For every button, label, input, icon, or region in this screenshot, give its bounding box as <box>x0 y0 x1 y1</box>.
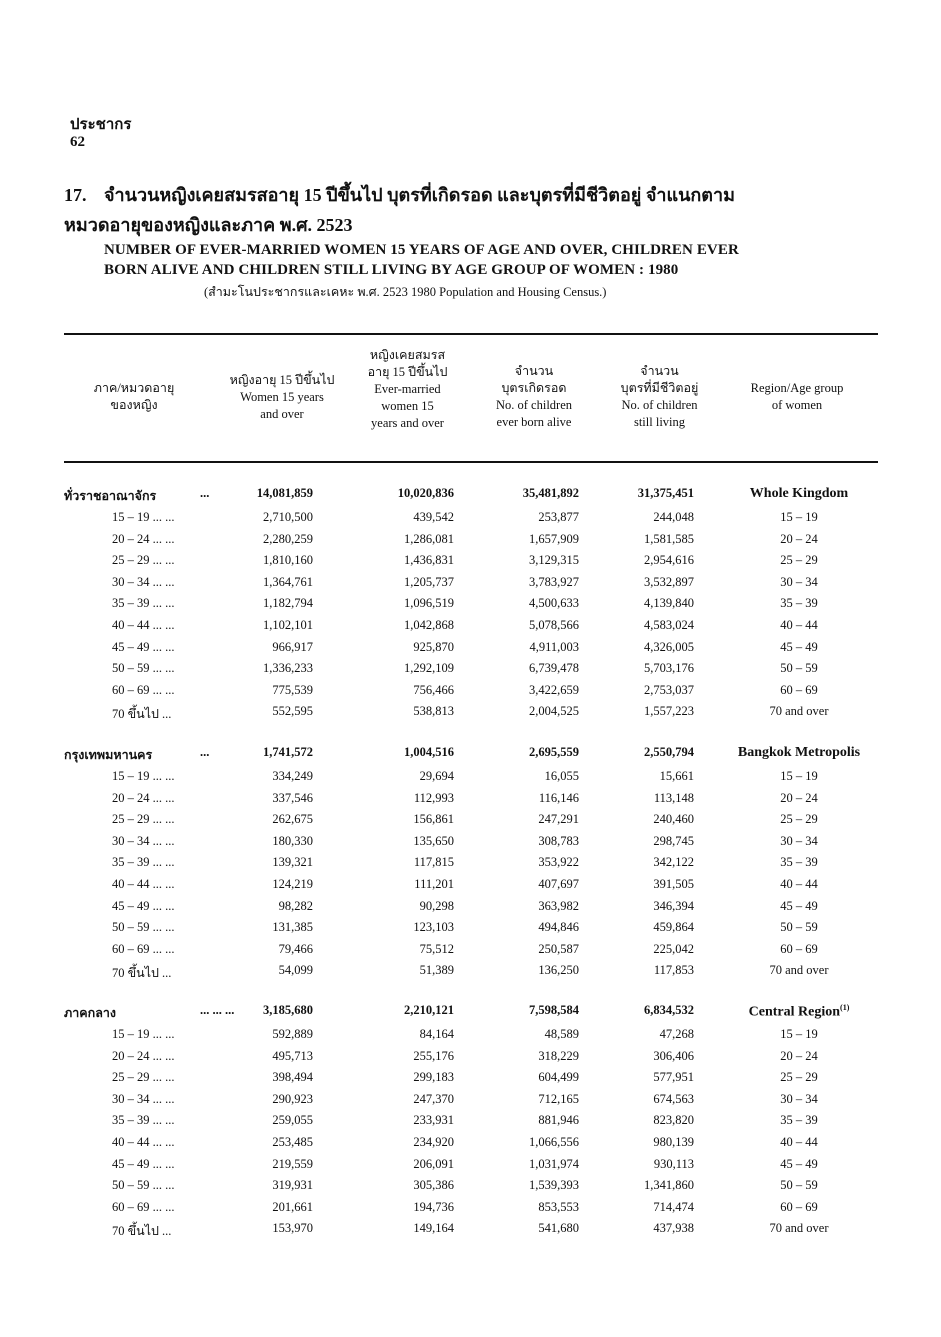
cell-value: 4,139,840 <box>644 596 694 611</box>
cell-value: 1,436,831 <box>404 553 454 568</box>
table-row <box>64 1092 878 1113</box>
cell-value: 244,048 <box>653 510 694 524</box>
age-group-en: 70 and over <box>769 704 829 719</box>
age-group-thai: 45 – 49 ... ... <box>112 898 175 913</box>
age-group-en: 50 – 59 <box>780 920 818 935</box>
cell-value: 15,661 <box>659 769 694 783</box>
cell-value: 592,889 <box>272 1027 313 1041</box>
age-group-en: 25 – 29 <box>780 812 818 827</box>
cell-value: 930,113 <box>653 1156 694 1171</box>
cell-value: 4,911,003 <box>529 639 579 654</box>
cell-value: 180,330 <box>272 833 313 848</box>
region-name-en: Bangkok Metropolis <box>737 745 861 760</box>
cell-value: 353,922 <box>538 855 579 870</box>
cell-value: 1,102,101 <box>263 618 313 632</box>
table-row <box>64 1027 878 1048</box>
age-group-thai: 25 – 29 ... ... <box>112 812 175 827</box>
col-header-ever-married: หญิงเคยสมรส อายุ 15 ปีขึ้นไป Ever-married women 15 years and over <box>367 348 448 430</box>
cell-value: 117,815 <box>413 855 454 870</box>
age-group-en: 45 – 49 <box>780 1156 818 1171</box>
age-group-en: 15 – 19 <box>780 769 818 783</box>
total-value: 1,004,516 <box>404 745 454 759</box>
cell-value: 337,546 <box>272 790 313 805</box>
cell-value: 823,820 <box>653 1113 694 1128</box>
total-value: 3,185,680 <box>263 1003 313 1017</box>
cell-value: 2,753,037 <box>644 682 694 697</box>
table-title <box>64 180 884 302</box>
age-group-thai: 30 – 34 ... ... <box>112 574 175 589</box>
age-group-en: 60 – 69 <box>780 941 818 956</box>
cell-value: 131,385 <box>272 920 313 935</box>
cell-value: 853,553 <box>538 1199 579 1214</box>
table-row <box>64 618 878 639</box>
table-row <box>64 640 878 661</box>
cell-value: 47,268 <box>659 1027 694 1041</box>
table-row <box>64 963 878 984</box>
cell-value: 495,713 <box>272 1048 313 1063</box>
region-name-thai: ทั่วราชอาณาจักร <box>64 489 157 503</box>
age-group-en: 15 – 19 <box>780 1027 818 1041</box>
cell-value: 494,846 <box>538 920 579 935</box>
region-name-en: Central Region$^{(1)}$ <box>748 1003 850 1020</box>
age-group-en: 20 – 24 <box>780 790 818 805</box>
cell-value: 247,370 <box>413 1091 454 1106</box>
age-group-thai: 70 ขึ้นไป ... <box>112 707 172 722</box>
col-header-born-alive: จำนวน บุตรเกิดรอด No. of children ever born alive <box>495 364 573 429</box>
cell-value: 1,341,860 <box>644 1178 694 1193</box>
age-group-en: 40 – 44 <box>780 618 818 632</box>
leader-dots: ... <box>200 745 210 759</box>
cell-value: 577,951 <box>653 1070 694 1085</box>
total-value: 7,598,584 <box>529 1003 579 1017</box>
age-group-en: 70 and over <box>769 963 829 978</box>
table-row <box>64 855 878 876</box>
table-row <box>64 532 878 553</box>
age-group-thai: 50 – 59 ... ... <box>112 661 175 676</box>
cell-value: 318,229 <box>538 1048 579 1063</box>
age-group-thai: 15 – 19 ... ... <box>112 510 175 524</box>
section-total-row <box>64 1003 878 1024</box>
cell-value: 1,557,223 <box>644 704 694 719</box>
cell-value: 156,861 <box>413 812 454 827</box>
age-group-thai: 60 – 69 ... ... <box>112 941 175 956</box>
age-group-thai: 40 – 44 ... ... <box>112 877 175 891</box>
cell-value: 306,406 <box>653 1048 694 1063</box>
cell-value: 259,055 <box>272 1113 313 1128</box>
total-value: 2,550,794 <box>644 745 694 759</box>
age-group-en: 25 – 29 <box>780 1070 818 1085</box>
table-row <box>64 1200 878 1221</box>
age-group-thai: 30 – 34 ... ... <box>112 1091 175 1106</box>
age-group-thai: 40 – 44 ... ... <box>112 1135 175 1149</box>
age-group-en: 45 – 49 <box>780 898 818 913</box>
table-row <box>64 769 878 790</box>
age-group-en: 35 – 39 <box>780 1113 818 1128</box>
cell-value: 123,103 <box>413 920 454 935</box>
table-row <box>64 661 878 682</box>
total-value: 31,375,451 <box>637 486 694 500</box>
table-row <box>64 1157 878 1178</box>
age-group-en: 30 – 34 <box>780 1091 818 1106</box>
cell-value: 194,736 <box>413 1199 454 1214</box>
cell-value: 98,282 <box>278 898 313 913</box>
cell-value: 16,055 <box>544 769 579 783</box>
age-group-thai: 40 – 44 ... ... <box>112 618 175 632</box>
cell-value: 342,122 <box>653 855 694 870</box>
table-row <box>64 1221 878 1242</box>
cell-value: 334,249 <box>272 769 313 783</box>
cell-value: 48,589 <box>544 1027 579 1041</box>
age-group-thai: 35 – 39 ... ... <box>112 1113 175 1128</box>
cell-value: 1,042,868 <box>404 618 454 632</box>
cell-value: 2,280,259 <box>263 531 313 546</box>
total-value: 10,020,836 <box>397 486 454 500</box>
cell-value: 116,146 <box>538 790 579 805</box>
table-row <box>64 834 878 855</box>
cell-value: 1,031,974 <box>529 1156 579 1171</box>
cell-value: 255,176 <box>413 1048 454 1063</box>
cell-value: 135,650 <box>413 833 454 848</box>
col-header-region-thai: ภาค/หมวดอายุ ของหญิง <box>93 381 175 412</box>
cell-value: 117,853 <box>653 963 694 978</box>
age-group-thai: 60 – 69 ... ... <box>112 1199 175 1214</box>
region-name-thai: กรุงเทพมหานคร <box>64 748 153 762</box>
cell-value: 253,877 <box>538 510 579 524</box>
cell-value: 1,066,556 <box>529 1135 579 1149</box>
cell-value: 84,164 <box>419 1027 454 1041</box>
table-row <box>64 1135 878 1156</box>
cell-value: 541,680 <box>538 1221 579 1236</box>
cell-value: 2,710,500 <box>263 510 313 524</box>
region-name-en: Whole Kingdom <box>749 486 849 501</box>
cell-value: 2,954,616 <box>644 553 694 568</box>
cell-value: 1,205,737 <box>404 574 454 589</box>
cell-value: 2,004,525 <box>529 704 579 719</box>
age-group-en: 20 – 24 <box>780 1048 818 1063</box>
title-en-line2: BORN ALIVE AND CHILDREN STILL LIVING BY AGE GROUP OF WOMEN : 1980 <box>104 262 679 278</box>
section-total-row <box>64 745 878 766</box>
cell-value: 674,563 <box>653 1091 694 1106</box>
cell-value: 363,982 <box>538 898 579 913</box>
cell-value: 308,783 <box>538 833 579 848</box>
section-total-row <box>64 486 878 507</box>
age-group-thai: 20 – 24 ... ... <box>112 1048 175 1063</box>
age-group-thai: 70 ขึ้นไป ... <box>112 966 172 981</box>
table-row <box>64 877 878 898</box>
age-group-thai: 20 – 24 ... ... <box>112 531 175 546</box>
cell-value: 201,661 <box>272 1199 313 1214</box>
cell-value: 3,532,897 <box>644 574 694 589</box>
cell-value: 90,298 <box>419 898 454 913</box>
age-group-thai: 45 – 49 ... ... <box>112 1156 175 1171</box>
table-row <box>64 510 878 531</box>
age-group-thai: 25 – 29 ... ... <box>112 553 175 568</box>
cell-value: 1,182,794 <box>263 596 313 611</box>
cell-value: 112,993 <box>413 790 454 805</box>
age-group-en: 45 – 49 <box>780 639 818 654</box>
age-group-en: 20 – 24 <box>780 531 818 546</box>
cell-value: 250,587 <box>538 941 579 956</box>
col-header-women: หญิงอายุ 15 ปีขึ้นไป Women 15 years and over <box>229 373 335 421</box>
table-row <box>64 791 878 812</box>
cell-value: 538,813 <box>413 704 454 719</box>
source-note: (สำมะโนประชากรและเคหะ พ.ศ. 2523 1980 Population and Housing Census.) <box>204 285 607 299</box>
cell-value: 262,675 <box>272 812 313 827</box>
cell-value: 136,250 <box>538 963 579 978</box>
cell-value: 1,581,585 <box>644 531 694 546</box>
cell-value: 54,099 <box>278 963 313 978</box>
cell-value: 1,539,393 <box>529 1178 579 1193</box>
cell-value: 124,219 <box>272 877 313 891</box>
cell-value: 1,810,160 <box>263 553 313 568</box>
table-row <box>64 1178 878 1199</box>
table-number: 17. <box>64 185 87 205</box>
cell-value: 113,148 <box>653 790 694 805</box>
cell-value: 305,386 <box>413 1178 454 1193</box>
leader-dots: ... ... ... <box>200 1003 235 1017</box>
table-row <box>64 1113 878 1134</box>
age-group-en: 70 and over <box>769 1221 829 1236</box>
cell-value: 247,291 <box>538 812 579 827</box>
table-row <box>64 596 878 617</box>
total-value: 6,834,532 <box>644 1003 694 1017</box>
cell-value: 1,657,909 <box>529 531 579 546</box>
cell-value: 1,096,519 <box>404 596 454 611</box>
cell-value: 153,970 <box>272 1221 313 1236</box>
leader-dots: ... <box>200 486 210 500</box>
total-value: 1,741,572 <box>263 745 313 759</box>
age-group-thai: 60 – 69 ... ... <box>112 682 175 697</box>
cell-value: 219,559 <box>272 1156 313 1171</box>
cell-value: 51,389 <box>419 963 454 978</box>
cell-value: 604,499 <box>538 1070 579 1085</box>
footnote-marker: (1) <box>840 1003 850 1012</box>
cell-value: 439,542 <box>413 510 454 524</box>
cell-value: 1,336,233 <box>263 661 313 676</box>
cell-value: 111,201 <box>414 877 454 891</box>
cell-value: 3,129,315 <box>529 553 579 568</box>
cell-value: 319,931 <box>272 1178 313 1193</box>
cell-value: 1,364,761 <box>263 574 313 589</box>
table-row <box>64 575 878 596</box>
cell-value: 714,474 <box>653 1199 694 1214</box>
table-row <box>64 704 878 725</box>
age-group-en: 60 – 69 <box>780 682 818 697</box>
table-row <box>64 812 878 833</box>
cell-value: 4,500,633 <box>529 596 579 611</box>
age-group-en: 40 – 44 <box>780 877 818 891</box>
cell-value: 5,078,566 <box>529 618 579 632</box>
cell-value: 6,739,478 <box>529 661 579 676</box>
age-group-en: 35 – 39 <box>780 596 818 611</box>
title-en-line1: NUMBER OF EVER-MARRIED WOMEN 15 YEARS OF AGE AND OVER, CHILDREN EVER <box>104 242 739 258</box>
cell-value: 980,139 <box>653 1135 694 1149</box>
age-group-en: 35 – 39 <box>780 855 818 870</box>
cell-value: 233,931 <box>413 1113 454 1128</box>
age-group-thai: 30 – 34 ... ... <box>112 833 175 848</box>
cell-value: 206,091 <box>413 1156 454 1171</box>
cell-value: 925,870 <box>413 639 454 654</box>
total-value: 2,695,559 <box>529 745 579 759</box>
age-group-thai: 20 – 24 ... ... <box>112 790 175 805</box>
cell-value: 4,326,005 <box>644 639 694 654</box>
page-number: 62 <box>70 134 85 150</box>
cell-value: 5,703,176 <box>644 661 694 676</box>
cell-value: 225,042 <box>653 941 694 956</box>
cell-value: 139,321 <box>272 855 313 870</box>
age-group-en: 15 – 19 <box>780 510 818 524</box>
cell-value: 290,923 <box>272 1091 313 1106</box>
age-group-thai: 45 – 49 ... ... <box>112 639 175 654</box>
cell-value: 881,946 <box>538 1113 579 1128</box>
table-row <box>64 553 878 574</box>
title-thai-line2: หมวดอายุของหญิงและภาค พ.ศ. 2523 <box>64 215 353 235</box>
cell-value: 391,505 <box>653 877 694 891</box>
age-group-en: 40 – 44 <box>780 1135 818 1149</box>
age-group-en: 50 – 59 <box>780 661 818 676</box>
cell-value: 234,920 <box>413 1135 454 1149</box>
table-row <box>64 899 878 920</box>
age-group-thai: 35 – 39 ... ... <box>112 855 175 870</box>
cell-value: 398,494 <box>272 1070 313 1085</box>
cell-value: 459,864 <box>653 920 694 935</box>
age-group-thai: 70 ขึ้นไป ... <box>112 1224 172 1239</box>
cell-value: 775,539 <box>272 682 313 697</box>
cell-value: 3,783,927 <box>529 574 579 589</box>
table-row <box>64 942 878 963</box>
table-row <box>64 1049 878 1070</box>
age-group-en: 25 – 29 <box>780 553 818 568</box>
cell-value: 299,183 <box>413 1070 454 1085</box>
age-group-thai: 50 – 59 ... ... <box>112 1178 175 1193</box>
age-group-en: 60 – 69 <box>780 1199 818 1214</box>
age-group-en: 30 – 34 <box>780 833 818 848</box>
total-value: 2,210,121 <box>404 1003 454 1017</box>
cell-value: 346,394 <box>653 898 694 913</box>
age-group-en: 30 – 34 <box>780 574 818 589</box>
top-rule <box>64 333 878 335</box>
cell-value: 437,938 <box>653 1221 694 1236</box>
cell-value: 149,164 <box>413 1221 454 1236</box>
age-group-thai: 25 – 29 ... ... <box>112 1070 175 1085</box>
cell-value: 1,292,109 <box>404 661 454 676</box>
region-name-thai: ภาคกลาง <box>64 1006 116 1020</box>
cell-value: 966,917 <box>272 639 313 654</box>
table-row <box>64 683 878 704</box>
age-group-en: 50 – 59 <box>780 1178 818 1193</box>
col-header-region-en: Region/Age group of women <box>750 381 844 412</box>
cell-value: 4,583,024 <box>644 618 694 632</box>
total-value: 14,081,859 <box>256 486 313 500</box>
cell-value: 75,512 <box>419 941 454 956</box>
cell-value: 79,466 <box>278 941 313 956</box>
cell-value: 29,694 <box>419 769 454 783</box>
age-group-thai: 15 – 19 ... ... <box>112 1027 175 1041</box>
cell-value: 407,697 <box>538 877 579 891</box>
total-value: 35,481,892 <box>522 486 579 500</box>
col-header-still-living: จำนวน บุตรที่มีชีวิตอยู่ No. of children still living <box>620 364 699 429</box>
title-thai-line1: จำนวนหญิงเคยสมรสอายุ 15 ปีขึ้นไป บุตรที่เกิดรอด และบุตรที่มีชีวิตอยู่ จำแนกตาม <box>104 185 735 205</box>
table-row <box>64 920 878 941</box>
cell-value: 1,286,081 <box>404 531 454 546</box>
cell-value: 756,466 <box>413 682 454 697</box>
cell-value: 253,485 <box>272 1135 313 1149</box>
cell-value: 3,422,659 <box>529 682 579 697</box>
cell-value: 298,745 <box>653 833 694 848</box>
cell-value: 240,460 <box>653 812 694 827</box>
age-group-thai: 50 – 59 ... ... <box>112 920 175 935</box>
cell-value: 552,595 <box>272 704 313 719</box>
table-row <box>64 1070 878 1091</box>
header-rule <box>64 461 878 463</box>
age-group-thai: 15 – 19 ... ... <box>112 769 175 783</box>
page-header-thai: ประชากร <box>70 117 132 133</box>
age-group-thai: 35 – 39 ... ... <box>112 596 175 611</box>
cell-value: 712,165 <box>538 1091 579 1106</box>
